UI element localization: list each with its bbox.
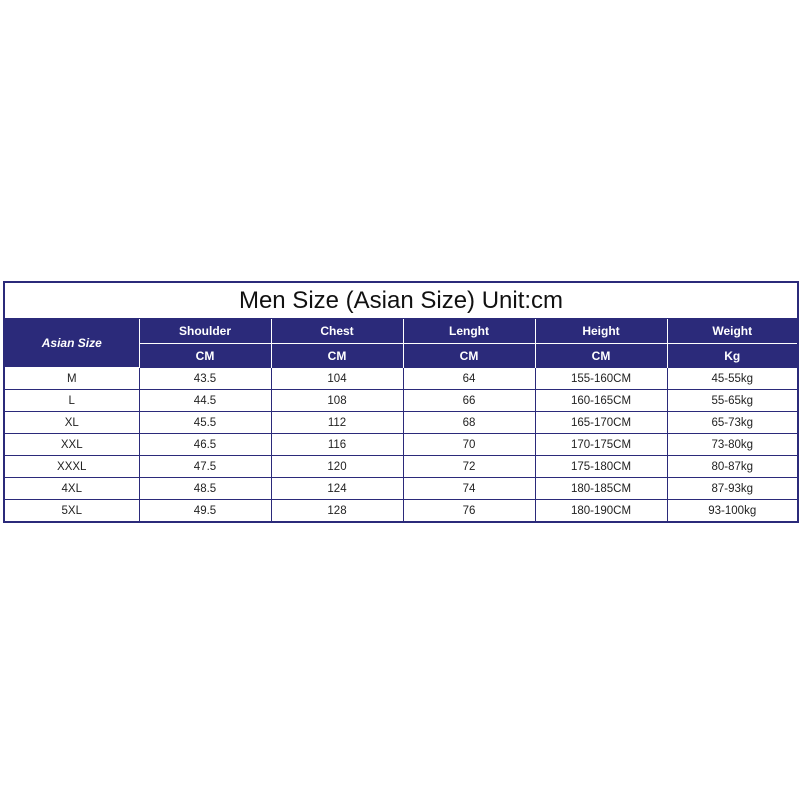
unit-height: CM: [535, 344, 667, 368]
table-row: [5, 478, 797, 500]
height-cell: 160-165CM: [535, 390, 667, 412]
shoulder-cell: 47.5: [139, 456, 271, 478]
table-row: [5, 368, 797, 390]
length-cell: 74: [403, 478, 535, 500]
shoulder-cell: 46.5: [139, 434, 271, 456]
weight-cell: 93-100kg: [667, 500, 797, 522]
size-cell: M: [5, 368, 139, 390]
column-header-asian-size: Asian Size: [5, 319, 139, 368]
table-row: [5, 390, 797, 412]
unit-length: CM: [403, 344, 535, 368]
weight-cell: 87-93kg: [667, 478, 797, 500]
length-cell: 76: [403, 500, 535, 522]
size-cell: XXL: [5, 434, 139, 456]
size-table: [5, 319, 797, 521]
chest-cell: 112: [271, 412, 403, 434]
shoulder-cell: 44.5: [139, 390, 271, 412]
chest-cell: 128: [271, 500, 403, 522]
shoulder-cell: 48.5: [139, 478, 271, 500]
unit-shoulder: CM: [139, 344, 271, 368]
unit-weight: Kg: [667, 344, 797, 368]
weight-cell: 45-55kg: [667, 368, 797, 390]
chest-cell: 120: [271, 456, 403, 478]
weight-cell: 73-80kg: [667, 434, 797, 456]
chart-title: Men Size (Asian Size) Unit:cm: [5, 283, 797, 319]
shoulder-cell: 45.5: [139, 412, 271, 434]
column-header-length: Lenght: [403, 319, 535, 344]
length-cell: 72: [403, 456, 535, 478]
weight-cell: 65-73kg: [667, 412, 797, 434]
weight-cell: 80-87kg: [667, 456, 797, 478]
size-chart: [3, 281, 799, 523]
chest-cell: 116: [271, 434, 403, 456]
size-cell: L: [5, 390, 139, 412]
length-cell: 64: [403, 368, 535, 390]
height-cell: 165-170CM: [535, 412, 667, 434]
header-row: [5, 319, 797, 344]
length-cell: 66: [403, 390, 535, 412]
table-row: [5, 456, 797, 478]
height-cell: 155-160CM: [535, 368, 667, 390]
unit-chest: CM: [271, 344, 403, 368]
length-cell: 68: [403, 412, 535, 434]
shoulder-cell: 43.5: [139, 368, 271, 390]
size-cell: XXXL: [5, 456, 139, 478]
column-header-height: Height: [535, 319, 667, 344]
size-cell: XL: [5, 412, 139, 434]
size-cell: 4XL: [5, 478, 139, 500]
table-row: [5, 434, 797, 456]
length-cell: 70: [403, 434, 535, 456]
height-cell: 175-180CM: [535, 456, 667, 478]
table-row: [5, 412, 797, 434]
chest-cell: 124: [271, 478, 403, 500]
height-cell: 180-190CM: [535, 500, 667, 522]
size-cell: 5XL: [5, 500, 139, 522]
table-row: [5, 500, 797, 522]
column-header-chest: Chest: [271, 319, 403, 344]
chest-cell: 108: [271, 390, 403, 412]
chest-cell: 104: [271, 368, 403, 390]
height-cell: 180-185CM: [535, 478, 667, 500]
shoulder-cell: 49.5: [139, 500, 271, 522]
column-header-weight: Weight: [667, 319, 797, 344]
weight-cell: 55-65kg: [667, 390, 797, 412]
column-header-shoulder: Shoulder: [139, 319, 271, 344]
height-cell: 170-175CM: [535, 434, 667, 456]
